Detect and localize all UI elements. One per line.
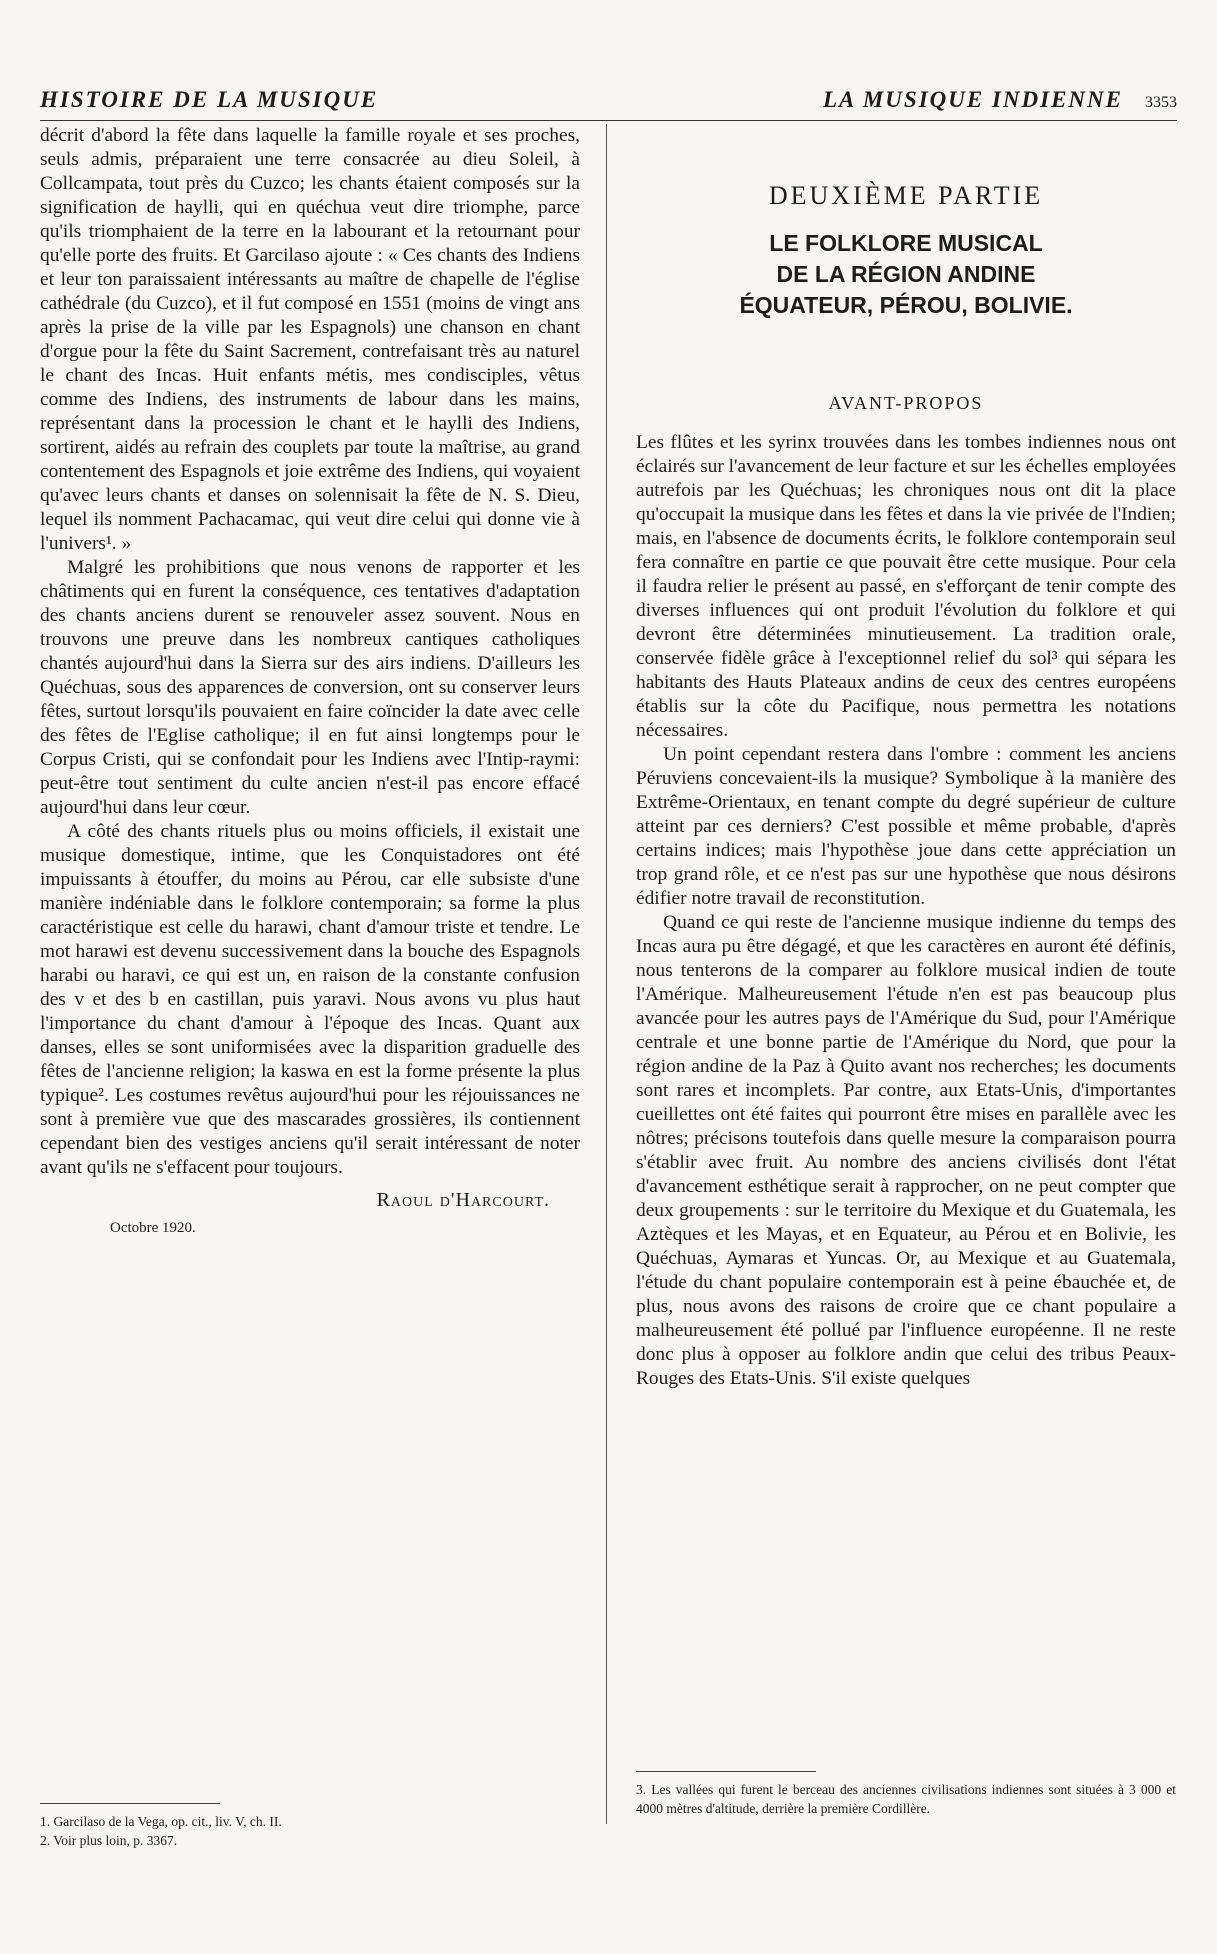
- subtitle-line-1: LE FOLKLORE MUSICAL: [769, 230, 1043, 256]
- footnotes-left: [40, 1785, 580, 1850]
- footnote-2: 2. Voir plus loin, p. 3367.: [40, 1833, 178, 1848]
- left-paragraph-1: décrit d'abord la fête dans laquelle la famille royale et ses proches, seuls admis, préparaient une terre consacrée au dieu Soleil, à Collcampata, tout près du Cuzco; les chants étaient composés sur la signification de haylli, qui en quéchua veut dire triomphe, parce qu'ils triomphaient de la terre en la labourant et la retournant pour qu'elle porte des fruits. Et Garcilaso ajoute : « Ces chants des Indiens et leur ton paraissaient intéressants au maître de chapelle de l'église cathédrale (du Cuzco), et il fut composé en 1551 (moins de vingt ans après la prise de la ville par les Espagnols) une chanson en chant d'orgue pour la fête du Saint Sacrement, contrefaisant très au naturel le chant des Incas. Huit enfants métis, mes condisciples, vêtus comme des Indiens, des instruments de labour dans les mains, représentant dans la procession le chant et le haylli des Indiens, sortirent, aidés au refrain des couplets par toute la maîtrise, au grand contentement des Espagnols et joie extrême des Indiens, qui voyaient qu'avec leurs chants et danses on solennisait la fête de N. S. Dieu, lequel ils nomment Pachacamac, qui veut dire celui qui donne vie à l'univers¹. »: [40, 125, 580, 554]
- part-subtitle: [636, 228, 1176, 321]
- subtitle-line-2: DE LA RÉGION ANDINE: [776, 261, 1036, 287]
- footnotes-right: [636, 1753, 1176, 1818]
- right-paragraph-2: Un point cependant restera dans l'ombre : comment les anciens Péruviens concevaient-ils la musique? Symbolique à la manière des Extrême-Orientaux, en tenant compte du degré supérieur de culture atteint par ces derniers? C'est possible et même probable, d'après certains indices; mais l'hypothèse joue dans cette appréciation un trop grand rôle, et ce n'est pas sur une hypothèse que nous désirons édifier notre travail de reconstitution.: [636, 744, 1176, 909]
- subtitle-line-3: ÉQUATEUR, PÉROU, BOLIVIE.: [739, 292, 1073, 318]
- footnote-rule-right: [636, 1771, 816, 1772]
- article-date: Octobre 1920.: [110, 1220, 196, 1236]
- footnote-1: 1. Garcilaso de la Vega, op. cit., liv. V, ch. II.: [40, 1814, 282, 1829]
- right-paragraph-1: Les flûtes et les syrinx trouvées dans les tombes indiennes nous ont éclairés sur l'avancement de leur facture et sur les échelles employées autrefois par les Quéchuas; les chroniques nous ont dit la place qu'occupait la musique dans les fêtes et dans la vie privée de l'Indien; mais, en l'absence de documents écrits, le folklore contemporain seul fera connaître en partie ce que pouvait être cette musique. Pour cela il faudra relier le présent au passé, en s'efforçant de tenir compte des diverses influences qui ont produit l'évolution du folklore et qui devront être déterminées minutieusement. La tradition orale, conservée fidèle grâce à l'exceptionnel relief du sol³ qui sépara les habitants des Hauts Plateaux andins de ceux des centres européens établis sur la côte du Pacifique, nous permettra les notations nécessaires.: [636, 432, 1176, 741]
- page-number: 3353: [1145, 94, 1177, 111]
- author-signature: Raoul d'Harcourt.: [376, 1189, 550, 1211]
- left-paragraph-3: A côté des chants rituels plus ou moins officiels, il existait une musique domestique, intime, que les Conquistadores ont été impuissants à étouffer, du moins au Pérou, car elle subsiste d'une manière indéniable dans le folklore contemporain; sa forme la plus caractéristique est celle du harawi, chant d'amour triste et tendre. Le mot harawi est devenu successivement dans la bouche des Espagnols harabi ou haravi, ce qui est un, en raison de la constante confusion des v et des b en castillan, puis yaravi. Nous avons vu plus haut l'importance du chant d'amour à l'époque des Incas. Quant aux danses, elles se sont uniformisées avec la disparition graduelle des fêtes de l'ancienne religion; la kaswa en est la forme présente la plus typique². Les costumes revêtus aujourd'hui pour les réjouissances ne sont à première vue que des mascarades grossières, ils contiennent cependant bien des vestiges anciens qu'il serait intéressant de noter avant qu'ils ne s'effacent pour toujours.: [40, 821, 580, 1178]
- running-head: [40, 80, 1177, 121]
- running-head-right-group: [823, 87, 1177, 113]
- footnote-rule-left: [40, 1803, 220, 1804]
- running-head-right: LA MUSIQUE INDIENNE: [822, 87, 1123, 112]
- running-head-left: HISTOIRE DE LA MUSIQUE: [40, 87, 379, 112]
- right-column: [636, 124, 1176, 1391]
- left-paragraph-2: Malgré les prohibitions que nous venons de rapporter et les châtiments qui en furent la conséquence, ces tentatives d'adaptation des chants anciens durent se renouveler assez souvent. Nous en trouvons une preuve dans les nombreux cantiques catholiques chantés aujourd'hui dans la Sierra sur des airs indiens. D'ailleurs les Quéchuas, sous des apparences de conversion, ont su conserver leurs fêtes, surtout lorsqu'ils pouvaient en faire coïncider la date avec celle des fêtes de l'Eglise catholique; il en fut ainsi longtemps pour le Corpus Cristi, qui se confondait pour les Indiens avec l'Intip-raymi: peut-être tout sentiment du culte ancien n'est-il pas encore effacé aujourd'hui dans leur cœur.: [40, 557, 580, 818]
- left-column: [40, 124, 580, 1240]
- part-title: DEUXIÈME PARTIE: [768, 181, 1044, 210]
- footnote-3: 3. Les vallées qui furent le berceau des anciennes civilisations indiennes sont situées à 3 000 et 4000 mètres d'altitude, derrière la première Cordillère.: [636, 1782, 1176, 1816]
- section-title: AVANT-PROPOS: [828, 393, 984, 413]
- right-paragraph-3: Quand ce qui reste de l'ancienne musique indienne du temps des Incas aura pu être dégagé, et que les caractères en auront été définis, nous tenterons de la comparer au folklore musical indien de toute l'Amérique. Malheureusement l'étude n'en est pas beaucoup plus avancée pour les autres pays de l'Amérique du Sud, pour l'Amérique centrale et une bonne partie de l'Amérique du Nord, que pour la région andine de la Paz à Quito avant nos recherches; les documents sont rares et incomplets. Par contre, aux Etats-Unis, d'importantes cueillettes ont été faites qui pourront être mises en parallèle avec les nôtres; précisons toutefois dans quelle mesure la comparaison pourra s'établir avec fruit. Au nombre des anciens civilisés dont l'état d'avancement esthétique serait à rapprocher, on ne peut compter que deux groupements : sur le territoire du Mexique et du Guatemala, les Aztèques et les Mayas, et en Equateur, au Pérou et en Bolivie, les Quéchuas, Aymaras et Yuncas. Or, au Mexique et au Guatemala, l'étude du chant populaire contemporain est à peine ébauchée et, de plus, nous avons des raisons de croire que ce chant populaire a malheureusement été pollué par l'influence européenne. Il ne reste donc plus à opposer au folklore andin que celui des tribus Peaux-Rouges des Etats-Unis. S'il existe quelques: [636, 912, 1176, 1389]
- column-divider: [606, 124, 607, 1824]
